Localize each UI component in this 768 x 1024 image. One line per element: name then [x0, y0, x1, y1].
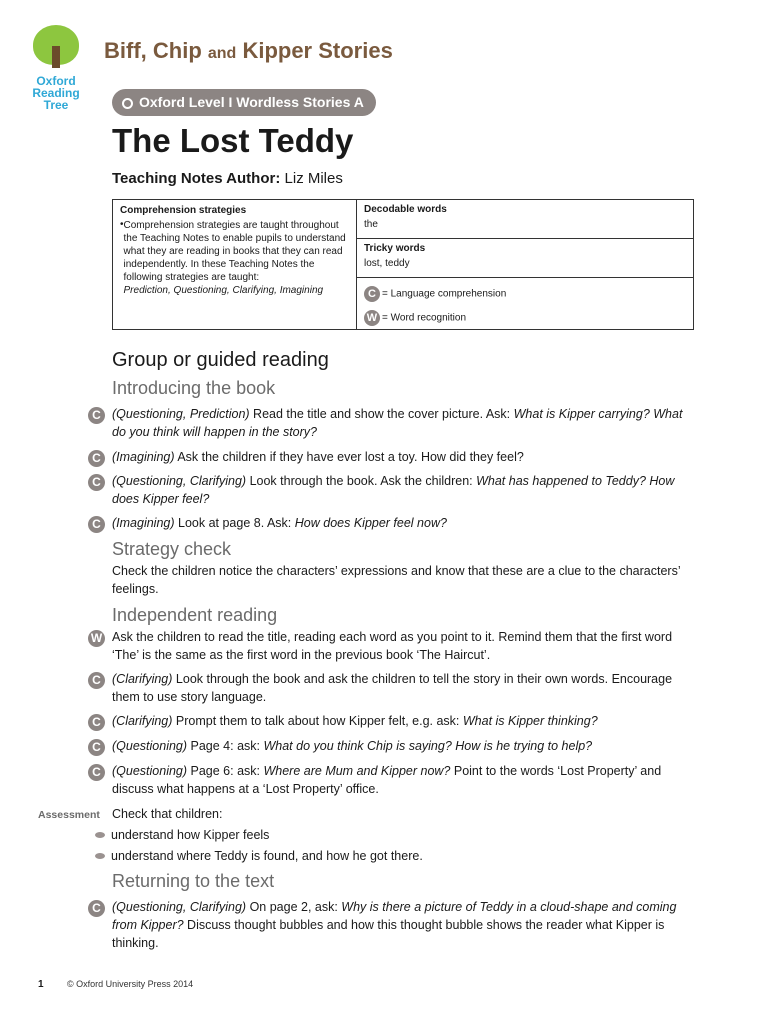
series-title [104, 38, 393, 64]
series-part-2: Kipper Stories [236, 38, 393, 63]
decodable-heading: Decodable words [364, 204, 447, 215]
intro-item [112, 448, 697, 466]
item-question: Where are Mum and Kipper now? [263, 764, 451, 778]
item-text-tail: Discuss thought bubbles and how this thought bubble shows the reader what Kipper is thinking. [112, 918, 665, 950]
item-text: Look at page 8. Ask: [174, 516, 295, 530]
author-line [112, 170, 343, 187]
tricky-words: lost, teddy [364, 258, 410, 269]
assessment-label: Assessment [38, 809, 100, 821]
comprehension-c-icon: C [88, 672, 105, 689]
item-text: Prompt them to talk about how Kipper felt, e.g. ask: [172, 714, 463, 728]
bullet-icon [95, 832, 105, 838]
item-text: Look through the book. Ask the children: [246, 474, 477, 488]
independent-item [112, 712, 697, 730]
strategy-tag: (Imagining) [112, 516, 175, 530]
independent-item [112, 737, 697, 755]
strategy-tag: (Questioning) [112, 739, 188, 753]
item-text: Look through the book and ask the children to tell the story in their own words. Encourage them to use story language. [112, 672, 673, 704]
level-badge [112, 89, 376, 116]
section-heading-group: Group or guided reading [112, 349, 329, 371]
series-part-1: Biff, Chip [104, 38, 208, 63]
level-label: Oxford Level I Wordless Stories A [139, 94, 364, 110]
author-label: Teaching Notes Author: [112, 170, 281, 187]
item-text: Page 4: ask: [187, 739, 264, 753]
item-text-tail: Point to the words ‘Lost Property’ and discuss what happens at a ‘Lost Property’ office. [112, 764, 662, 796]
comprehension-c-icon: C [364, 286, 380, 302]
page-title: The Lost Teddy [112, 122, 354, 159]
bullet-icon [95, 853, 105, 859]
divider [357, 277, 693, 278]
author-name: Liz Miles [284, 170, 343, 187]
item-question: What do you think Chip is saying? How is he trying to help? [263, 739, 593, 753]
comprehension-c-icon: C [88, 407, 105, 424]
item-text: Read the title and show the cover picture. Ask: [249, 407, 514, 421]
item-question: How does Kipper feel now? [294, 516, 447, 530]
assessment-intro: Check that children: [112, 807, 223, 821]
word-recognition-w-icon: W [88, 630, 105, 647]
comprehension-cell [113, 200, 357, 329]
logo-line-3: Tree [43, 98, 69, 112]
key-c-row [364, 286, 686, 306]
key-c-text: = Language comprehension [382, 288, 507, 300]
comprehension-c-icon: C [88, 450, 105, 467]
strategy-tag: (Questioning, Clarifying) [112, 900, 247, 914]
intro-item [112, 514, 697, 532]
item-question: What has happened to Teddy? How does Kipper feel? [112, 474, 675, 506]
comprehension-c-icon: C [88, 764, 105, 781]
strategy-tag: (Questioning, Clarifying) [112, 474, 247, 488]
item-text: On page 2, ask: [246, 900, 342, 914]
key-cell [357, 282, 693, 330]
item-question: Why is there a picture of Teddy in a cloud-shape and coming from Kipper? [112, 900, 677, 932]
strategy-tag: (Questioning) [112, 764, 188, 778]
decodable-cell [357, 200, 693, 238]
copyright: © Oxford University Press 2014 [67, 979, 194, 989]
item-text: Ask the children if they have ever lost a toy. How did they feel? [174, 450, 524, 464]
independent-item [112, 670, 697, 706]
comprehension-c-icon: C [88, 516, 105, 533]
intro-item [112, 472, 697, 508]
item-text: Page 6: ask: [187, 764, 264, 778]
strategy-text: Check the children notice the characters’ expressions and know that these are a clue to the characters’ feelings. [112, 564, 681, 596]
strategy-tag: (Clarifying) [112, 672, 173, 686]
logo-line-2: Reading [32, 86, 80, 100]
section-heading-strategy: Strategy check [112, 539, 232, 559]
level-icon [122, 98, 133, 109]
returning-item [112, 898, 697, 952]
info-table [112, 199, 694, 330]
strategy-tag: (Clarifying) [112, 714, 173, 728]
assessment-bullet: understand how Kipper feels [111, 828, 270, 842]
key-w-text: = Word recognition [382, 312, 467, 324]
comprehension-c-icon: C [88, 714, 105, 731]
item-text: Ask the children to read the title, reading each word as you point to it. Remind them that the first word ‘The’ is the same as the first word in the previous book ‘The Haircut’. [112, 630, 673, 662]
tricky-cell [357, 239, 693, 277]
independent-item [112, 762, 697, 798]
independent-item [112, 628, 697, 664]
tree-trunk [52, 46, 60, 68]
section-heading-intro: Introducing the book [112, 378, 276, 398]
comprehension-c-icon: C [88, 474, 105, 491]
bullet-dot: • [120, 219, 124, 230]
comprehension-heading: Comprehension strategies [120, 205, 247, 216]
tricky-heading: Tricky words [364, 243, 426, 254]
section-heading-returning: Returning to the text [112, 871, 275, 891]
comprehension-list: Prediction, Questioning, Clarifying, Imagining [123, 285, 324, 296]
comprehension-c-icon: C [88, 900, 105, 917]
word-recognition-w-icon: W [364, 310, 380, 326]
assessment-bullet: understand where Teddy is found, and how he got there. [111, 849, 423, 863]
page-number: 1 [38, 979, 44, 990]
strategy-tag: (Imagining) [112, 450, 175, 464]
logo-line-1: Oxford [36, 74, 76, 88]
comprehension-c-icon: C [88, 739, 105, 756]
item-question: What is Kipper thinking? [462, 714, 598, 728]
logo-text [24, 75, 88, 111]
key-w-row [364, 310, 686, 326]
section-heading-independent: Independent reading [112, 605, 278, 625]
comprehension-text: Comprehension strategies are taught throughout the Teaching Notes to enable pupils to understand what they are reading in books that they can read independently. In these Teaching Notes the following strategies are taught: [123, 220, 346, 283]
strategy-tag: (Questioning, Prediction) [112, 407, 250, 421]
series-and: and [207, 45, 237, 62]
intro-item [112, 405, 697, 441]
decodable-words: the [364, 219, 378, 230]
item-question: What is Kipper carrying? What do you think will happen in the story? [112, 407, 683, 439]
